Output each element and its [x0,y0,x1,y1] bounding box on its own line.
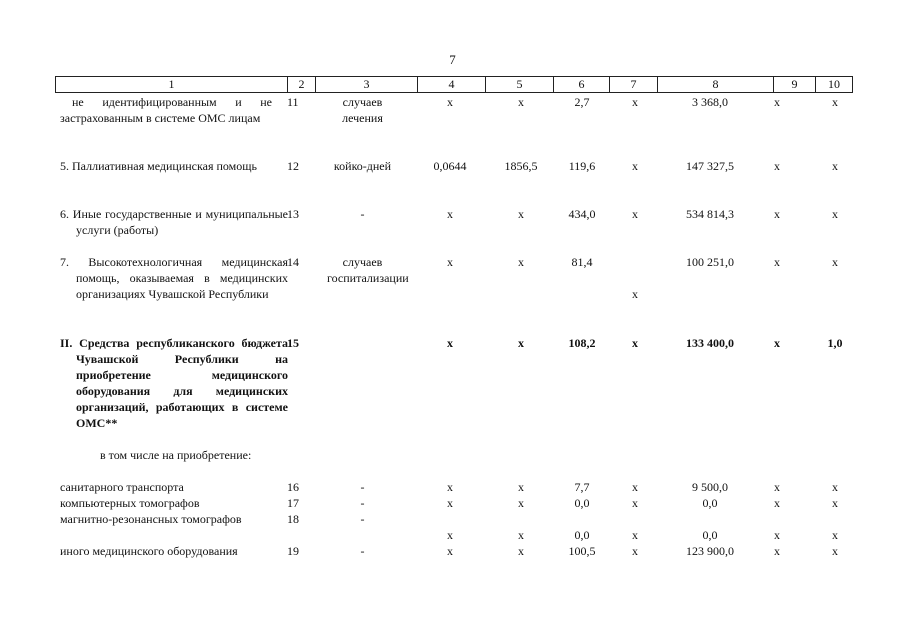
row-unit: случаев госпитализации [327,255,409,285]
row-value-8: 0,0 [702,496,718,510]
row-value-6: 7,7 [574,480,590,494]
row-value-6: 0,0 [574,496,590,510]
row-label: в том числе на приобретение: [100,448,252,462]
row-value-4: х [447,207,453,221]
row-value-4: х [447,544,453,558]
row-value-6: 119,6 [568,159,596,173]
row-unit: - [360,480,365,494]
row-value-6: 108,2 [568,336,596,350]
row-value-8: 123 900,0 [686,544,734,558]
row-value-10: х [832,528,838,542]
row-label: II. Средства республиканского бюджета Чувашской Республики на приобретение медицинского оборудования для медицинских организаций, работающих в системе ОМС** [60,336,288,430]
row-value-10: х [832,544,838,558]
row-value-9: х [774,496,780,510]
row-value-7: х [632,207,638,221]
row-value-8: 147 327,5 [686,159,734,173]
row-value-9: х [774,95,780,109]
row-value-5: 1856,5 [504,159,538,173]
row-value-6: 434,0 [568,207,596,221]
row-value-5: х [518,207,524,221]
row-value-9: х [774,336,780,350]
row-value-6: 81,4 [571,255,593,269]
row-value-10: х [832,496,838,510]
row-value-5: х [518,95,524,109]
column-header-2: 2 [287,77,315,92]
row-value-9: х [774,480,780,494]
column-header-1: 1 [55,77,287,92]
row-value-5: х [518,480,524,494]
row-label: санитарного транспорта [60,480,184,494]
row-number: 14 [287,255,299,269]
row-value-4: х [447,336,453,350]
row-value-6: 0,0 [574,528,590,542]
row-value-7: х [632,95,638,109]
row-value-8: 133 400,0 [686,336,734,350]
row-unit: - [360,512,365,526]
row-value-7: х [632,496,638,510]
row-value-5: х [518,255,524,269]
row-label: не идентифицированным и не застрахованным в системе ОМС лицам [60,95,272,125]
column-header-3: 3 [315,77,417,92]
row-label: магнитно-резонансных томографов [60,512,242,526]
row-label: компьютерных томографов [60,496,200,510]
row-value-8: 3 368,0 [692,95,728,109]
row-value-8: 0,0 [702,528,718,542]
row-value-5: х [518,496,524,510]
row-value-9: х [774,528,780,542]
row-value-10: х [832,207,838,221]
row-label: 6. Иные государственные и муниципальные услуги (работы) [60,207,288,237]
row-value-10: х [832,480,838,494]
row-value-9: х [774,207,780,221]
page-number: 7 [449,52,456,67]
row-number: 11 [287,95,299,109]
row-value-9: х [774,255,780,269]
row-value-9: х [774,544,780,558]
row-value-4: 0,0644 [433,159,467,173]
row-number: 18 [287,512,299,526]
row-value-10: х [832,255,838,269]
row-number: 15 [287,336,299,350]
row-value-8: 100 251,0 [686,255,734,269]
column-header-8: 8 [657,77,773,92]
row-value-7: х [632,480,638,494]
row-value-4: х [447,255,453,269]
row-value-4: х [447,480,453,494]
table-header-row [55,76,853,93]
row-number: 16 [287,480,299,494]
row-value-4: х [447,95,453,109]
row-value-7: х [632,528,638,542]
column-header-9: 9 [773,77,815,92]
row-unit: - [360,207,365,221]
column-header-6: 6 [553,77,609,92]
row-value-7: х [632,287,638,301]
row-unit: - [360,496,365,510]
row-number: 19 [287,544,299,558]
column-header-10: 10 [815,77,853,92]
row-value-8: 9 500,0 [692,480,728,494]
row-value-7: х [632,544,638,558]
row-unit: случаев лечения [342,95,383,125]
row-label: 7. Высокотехнологичная медицинская помощь, оказываемая в медицинских организациях Чувашской Республики [60,255,288,301]
row-label: иного медицинского оборудования [60,544,238,558]
column-header-7: 7 [609,77,657,92]
row-value-7: х [632,336,638,350]
row-value-5: х [518,544,524,558]
row-value-10: х [832,159,838,173]
row-value-7: х [632,159,638,173]
column-header-4: 4 [417,77,485,92]
row-value-8: 534 814,3 [686,207,734,221]
row-value-4: х [447,528,453,542]
row-value-6: 2,7 [574,95,590,109]
row-label: 5. Паллиативная медицинская помощь [60,159,257,173]
row-value-5: х [518,336,524,350]
row-value-10: х [832,95,838,109]
row-number: 13 [287,207,299,221]
row-number: 12 [287,159,299,173]
row-value-9: х [774,159,780,173]
row-number: 17 [287,496,299,510]
row-value-10: 1,0 [827,336,843,350]
row-unit: койко-дней [333,159,392,173]
row-unit: - [360,544,365,558]
row-value-6: 100,5 [568,544,596,558]
row-value-4: х [447,496,453,510]
column-header-5: 5 [485,77,553,92]
row-value-5: х [518,528,524,542]
